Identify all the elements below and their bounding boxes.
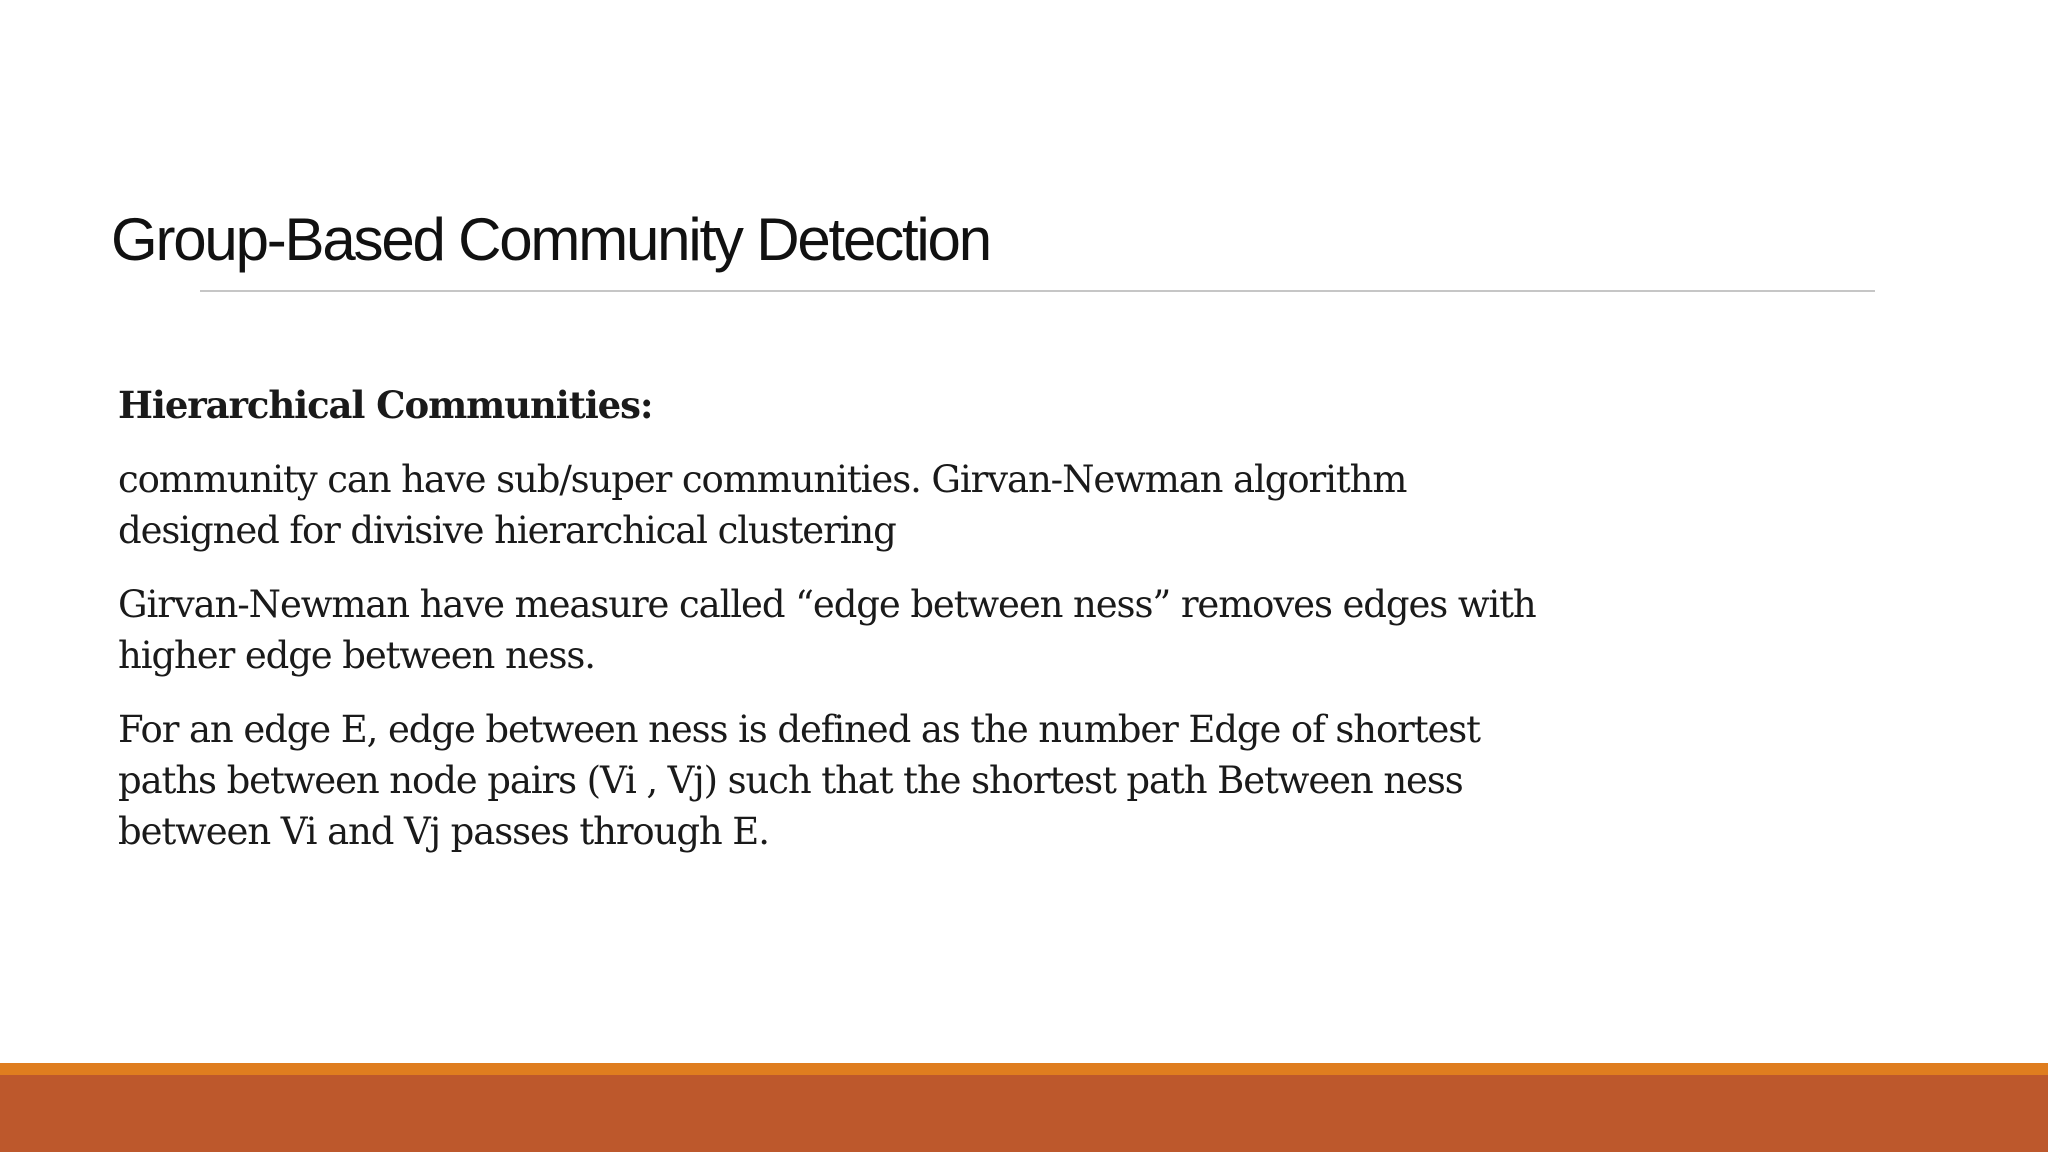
title-divider	[200, 290, 1875, 292]
slide-body	[118, 380, 1538, 880]
body-paragraph-3: For an edge E, edge between ness is defined as the number Edge of shortest paths between node pairs (Vi , Vj) such that the shortest path Between ness between Vi and Vj passes through E.	[118, 708, 1480, 853]
body-paragraph-2: Girvan-Newman have measure called “edge between ness” removes edges with higher edge between ness.	[118, 583, 1536, 677]
slide-title: Group-Based Community Detection	[111, 206, 990, 273]
body-paragraph-1: community can have sub/super communities. Girvan-Newman algorithm designed for divisive hierarchical clustering	[118, 458, 1407, 552]
footer-accent-bar	[0, 1063, 2048, 1075]
section-heading: Hierarchical Communities:	[118, 383, 653, 427]
footer-bar	[0, 1075, 2048, 1152]
